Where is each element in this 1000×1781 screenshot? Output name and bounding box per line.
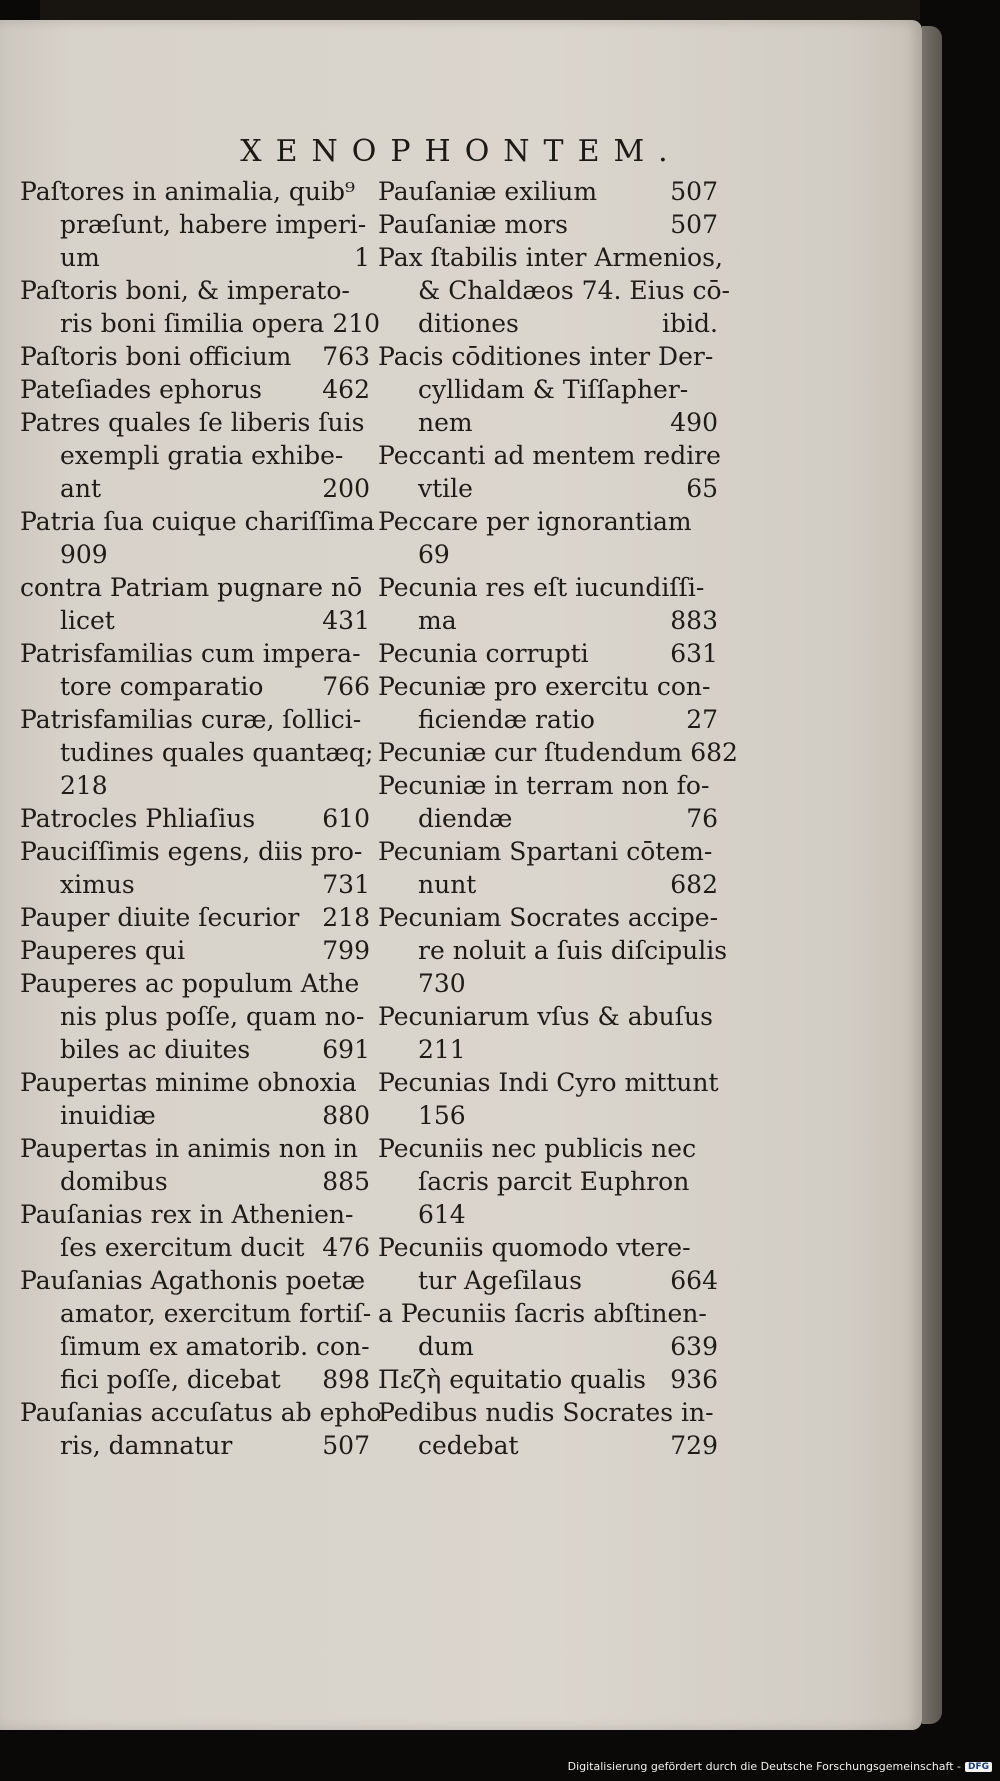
index-entry-text: ſacris parcit Euphron: [418, 1167, 690, 1196]
index-entry-text: inuidiæ: [60, 1101, 156, 1130]
index-entry-line: [378, 1264, 718, 1297]
index-entry-text: præſunt, habere imperi-: [60, 210, 367, 239]
index-entry: [20, 967, 370, 1066]
index-entry-line: [378, 472, 718, 505]
index-entry: [20, 340, 370, 373]
index-entry-text: ſimum ex amatorib. con-: [60, 1332, 370, 1361]
index-entry-line: [20, 1132, 370, 1165]
index-entry-text: 156: [418, 1101, 466, 1130]
page-number: 476: [322, 1233, 370, 1262]
index-entry-text: Pecuniis nec publicis nec: [378, 1134, 697, 1163]
page-header: XENOPHONTEM.: [240, 134, 682, 169]
scan-top-strip: [40, 0, 920, 20]
index-entry-line: [378, 1231, 718, 1264]
index-entry: [378, 1363, 718, 1396]
index-entry-text: 69: [418, 540, 450, 569]
index-entry-text: ris, damnatur: [60, 1431, 233, 1460]
index-entry-line: [378, 538, 718, 571]
index-entry: [20, 373, 370, 406]
index-entry-line: [378, 1429, 718, 1462]
index-entry-text: nunt: [418, 870, 477, 899]
page-number: 1: [354, 243, 370, 272]
index-entry: [20, 274, 381, 340]
index-entry-line: [20, 340, 370, 373]
index-entry: [378, 769, 718, 835]
index-entry-text: Pecuniarum vſus & abuſus: [378, 1002, 713, 1031]
index-entry-line: [378, 505, 718, 538]
index-entry-line: [378, 1198, 718, 1231]
index-entry-text: & Chaldæos 74. Eius cō-: [418, 276, 730, 305]
index-entry: [20, 703, 374, 802]
page-number: 799: [322, 936, 370, 965]
index-entry-line: [20, 604, 370, 637]
index-entry-text: nis plus poſſe, quam no-: [60, 1002, 365, 1031]
dfg-logo: DFG: [965, 1762, 992, 1772]
index-entry-line: [20, 1231, 370, 1264]
index-entry-text: Patrisfamilias cum impera-: [20, 639, 361, 668]
index-entry-text: ma: [418, 606, 457, 635]
index-entry-text: Pecunia corrupti: [378, 639, 589, 668]
page-number: 27: [686, 705, 718, 734]
page-number: 631: [670, 639, 718, 668]
index-entry-text: fici poſſe, dicebat: [60, 1365, 281, 1394]
index-entry: [20, 1264, 370, 1396]
index-entry-line: [378, 208, 718, 241]
index-entry-line: [378, 241, 723, 274]
index-entry-text: Pecuniæ cur ſtudendum: [378, 738, 683, 767]
index-entry-text: amator, exercitum fortiſ-: [60, 1299, 372, 1328]
index-entry-text: dum: [418, 1332, 474, 1361]
index-entry-text: re noluit a ſuis diſcipulis: [418, 936, 728, 965]
page-number: 691: [322, 1035, 370, 1064]
index-entry-line: [20, 769, 370, 802]
index-entry-text: Pauperes ac populum Athe: [20, 969, 360, 998]
index-entry-line: [378, 1000, 718, 1033]
page-number: 200: [322, 474, 370, 503]
index-entry-text: ſes exercitum ducit: [60, 1233, 305, 1262]
index-entry: [378, 1000, 718, 1066]
index-entry: [378, 208, 718, 241]
index-entry-text: diendæ: [418, 804, 513, 833]
index-entry-text: Patrisfamilias curæ, ſollici-: [20, 705, 362, 734]
index-entry-line: [20, 175, 370, 208]
index-entry-line: [378, 637, 718, 670]
index-entry-line: [20, 472, 370, 505]
index-entry-text: a Pecuniis ſacris abſtinen-: [378, 1299, 707, 1328]
page-number: 885: [322, 1167, 370, 1196]
index-entry-line: [20, 670, 370, 703]
index-entry-text: Paſtoris boni, & imperato-: [20, 276, 350, 305]
index-entry-text: ficiendæ ratio: [418, 705, 595, 734]
index-entry-line: [20, 835, 370, 868]
index-entry-line: [378, 769, 718, 802]
index-entry-text: Pedibus nudis Socrates in-: [378, 1398, 714, 1427]
index-entry-text: cedebat: [418, 1431, 519, 1460]
index-entry-line: [20, 1330, 370, 1363]
index-entry: [378, 736, 738, 769]
index-entry-line: [378, 736, 738, 769]
index-entry-line: [20, 1165, 370, 1198]
index-entry: [378, 505, 718, 571]
page-number: 664: [670, 1266, 718, 1295]
index-entry-text: Pauſaniæ exilium: [378, 177, 598, 206]
index-entry-text: Pauciſſimis egens, diis pro-: [20, 837, 363, 866]
index-entry-line: [378, 868, 718, 901]
index-entry-text: 218: [60, 771, 108, 800]
index-entry-line: [20, 637, 370, 670]
index-entry-text: Pauperes qui: [20, 936, 186, 965]
index-entry-text: tore comparatio: [60, 672, 264, 701]
index-entry-line: [378, 1330, 718, 1363]
index-entry: [20, 175, 370, 274]
page-number: 639: [670, 1332, 718, 1361]
index-entry-line: [378, 406, 718, 439]
page-number: 218: [322, 903, 370, 932]
index-entry-line: [378, 571, 718, 604]
index-entry-text: exempli gratia exhibe-: [60, 441, 344, 470]
index-entry-text: Peccare per ignorantiam: [378, 507, 692, 536]
index-entry-line: [20, 307, 381, 340]
index-entry-line: [378, 703, 718, 736]
page-number: 729: [670, 1431, 718, 1460]
index-entry: [378, 439, 721, 505]
index-entry-line: [378, 1099, 718, 1132]
index-entry-line: [20, 868, 370, 901]
index-entry-line: [20, 1198, 370, 1231]
page-number: 490: [670, 408, 718, 437]
index-entry: [378, 241, 730, 340]
index-entry-text: ximus: [60, 870, 135, 899]
index-entry-text: 730: [418, 969, 466, 998]
index-entry-line: [378, 670, 718, 703]
index-entry-line: [20, 1363, 370, 1396]
index-entry-text: Paſtoris boni officium: [20, 342, 292, 371]
index-entry-text: cyllidam & Tiſſapher-: [418, 375, 689, 404]
index-entry: [378, 1297, 718, 1363]
index-entry-text: Pauſaniæ mors: [378, 210, 568, 239]
index-entry-line: [20, 703, 370, 736]
index-entry-line: [378, 901, 718, 934]
index-entry-line: [20, 406, 370, 439]
index-entry: [20, 1396, 382, 1462]
index-entry-text: Pauſanias accuſatus ab epho: [20, 1398, 382, 1427]
page-number: 883: [670, 606, 718, 635]
index-entry: [20, 802, 370, 835]
page-number: 431: [322, 606, 370, 635]
index-entry: [378, 1132, 718, 1231]
footer-credit-text: Digitalisierung gefördert durch die Deutsche Forschungsgemeinschaft -: [567, 1760, 961, 1773]
index-entry-line: [20, 241, 370, 274]
index-column-right: [378, 175, 738, 1462]
index-entry: [20, 1198, 370, 1264]
index-entry-line: [378, 1033, 718, 1066]
page-number: 507: [322, 1431, 370, 1460]
index-entry-line: [378, 373, 718, 406]
index-entry-text: Pecuniis quomodo vtere-: [378, 1233, 691, 1262]
index-entry-line: [378, 1165, 718, 1198]
index-entry-text: vtile: [418, 474, 473, 503]
index-entry-text: tur Ageſilaus: [418, 1266, 582, 1295]
page-number: 507: [670, 177, 718, 206]
index-entry: [378, 1066, 718, 1132]
index-entry-line: [20, 439, 370, 472]
index-entry-line: [378, 1066, 718, 1099]
book-page: [0, 20, 922, 1730]
page-number: 462: [322, 375, 370, 404]
index-entry-line: [378, 175, 718, 208]
index-entry-text: Paupertas in animis non in: [20, 1134, 359, 1163]
index-entry-text: Pecuniam Socrates accipe-: [378, 903, 719, 932]
index-entry: [378, 835, 718, 901]
index-entry-text: Pauſanias Agathonis poetæ: [20, 1266, 366, 1295]
index-entry-text: licet: [60, 606, 115, 635]
index-entry-text: Pecunias Indi Cyro mittunt: [378, 1068, 719, 1097]
index-entry-text: Paſtores in animalia, quib⁹: [20, 177, 356, 206]
index-entry-text: ris boni ſimilia opera: [60, 309, 325, 338]
index-entry-text: Pecuniæ pro exercitu con-: [378, 672, 711, 701]
index-entry-text: ant: [60, 474, 102, 503]
index-entry: [20, 1132, 370, 1198]
index-entry-line: [378, 274, 730, 307]
page-edge: [922, 26, 942, 1724]
footer-credit: [568, 1760, 992, 1773]
page-number: ibid.: [662, 309, 718, 338]
index-entry-text: Pecuniæ in terram non fo-: [378, 771, 710, 800]
index-entry-text: 614: [418, 1200, 466, 1229]
index-entry: [378, 1231, 718, 1297]
index-entry-line: [20, 736, 374, 769]
index-entry: [378, 1396, 718, 1462]
index-entry-line: [378, 835, 718, 868]
index-entry-line: [378, 1132, 718, 1165]
index-entry-text: ditiones: [418, 309, 519, 338]
index-entry-line: [378, 802, 718, 835]
index-entry-text: Pax ſtabilis inter Armenios,: [378, 243, 723, 272]
index-entry-line: [20, 505, 375, 538]
index-entry-line: [20, 901, 370, 934]
index-entry-text: Pecuniam Spartani cōtem-: [378, 837, 713, 866]
index-entry: [20, 406, 370, 505]
page-number: 682: [670, 870, 718, 899]
index-entry-line: [20, 373, 370, 406]
index-entry-line: [378, 1396, 718, 1429]
index-entry-line: [378, 967, 718, 1000]
index-entry: [378, 901, 728, 1000]
page-number: 65: [686, 474, 718, 503]
index-entry-text: domibus: [60, 1167, 168, 1196]
index-entry-text: tudines quales quantæq;: [60, 738, 374, 767]
index-entry-text: 211: [418, 1035, 466, 1064]
index-entry-text: 909: [60, 540, 108, 569]
page-number: 766: [322, 672, 370, 701]
page-number: 763: [322, 342, 370, 371]
index-entry-text: Patrocles Phliaſius: [20, 804, 256, 833]
index-entry-line: [378, 340, 718, 373]
index-entry-text: Pauſanias rex in Athenien-: [20, 1200, 354, 1229]
index-entry-line: [20, 1297, 370, 1330]
page-number: 898: [322, 1365, 370, 1394]
page-number: 936: [670, 1365, 718, 1394]
index-entry-text: Pateſiades ephorus: [20, 375, 263, 404]
index-entry: [20, 901, 370, 934]
index-entry-text: Pauper diuite ſecurior: [20, 903, 300, 932]
index-entry: [378, 670, 718, 736]
index-entry-text: um: [60, 243, 100, 272]
index-entry: [20, 637, 370, 703]
index-entry-line: [20, 538, 370, 571]
index-entry-text: Πεζὴ equitatio qualis: [378, 1365, 646, 1394]
index-entry-line: [20, 1033, 370, 1066]
index-entry-text: Patria ſua cuique chariſſima: [20, 507, 375, 536]
page-number: 731: [322, 870, 370, 899]
index-entry-line: [20, 208, 370, 241]
index-entry-line: [20, 802, 370, 835]
index-entry-line: [378, 604, 718, 637]
index-entry-line: [20, 571, 370, 604]
index-entry-text: Paupertas minime obnoxia: [20, 1068, 357, 1097]
index-entry-line: [378, 307, 718, 340]
index-entry-line: [20, 1264, 370, 1297]
index-entry-line: [378, 439, 721, 472]
index-entry-line: [378, 1297, 718, 1330]
index-entry-line: [20, 1099, 370, 1132]
index-entry-line: [20, 967, 370, 1000]
index-entry-text: Peccanti ad mentem redire: [378, 441, 721, 470]
page-number: 507: [670, 210, 718, 239]
index-entry-line: [378, 1363, 718, 1396]
page-number: 76: [686, 804, 718, 833]
index-entry-text: biles ac diuites: [60, 1035, 251, 1064]
index-entry-text: Pecunia res eſt iucundiſſi-: [378, 573, 705, 602]
index-entry-text: Patres quales ſe liberis ſuis: [20, 408, 365, 437]
index-entry: [20, 571, 370, 637]
index-entry-text: contra Patriam pugnare nō: [20, 573, 363, 602]
index-entry: [20, 505, 375, 571]
page-number: 210: [332, 309, 381, 338]
index-entry-text: nem: [418, 408, 473, 437]
index-entry: [378, 340, 718, 439]
index-entry-line: [20, 1000, 370, 1033]
page-number: 682: [690, 738, 738, 767]
index-entry: [20, 835, 370, 901]
index-entry: [378, 637, 718, 670]
index-entry-line: [20, 1066, 370, 1099]
index-entry: [20, 1066, 370, 1132]
index-entry: [378, 571, 718, 637]
index-column-left: [20, 175, 382, 1462]
index-entry-line: [20, 1396, 382, 1429]
index-entry-line: [20, 274, 370, 307]
page-number: 610: [322, 804, 370, 833]
index-entry-text: Pacis cōditiones inter Der-: [378, 342, 714, 371]
index-entry: [378, 175, 718, 208]
index-entry: [20, 934, 370, 967]
index-entry-line: [20, 1429, 370, 1462]
index-entry-line: [378, 934, 728, 967]
page-number: 880: [322, 1101, 370, 1130]
index-entry-line: [20, 934, 370, 967]
